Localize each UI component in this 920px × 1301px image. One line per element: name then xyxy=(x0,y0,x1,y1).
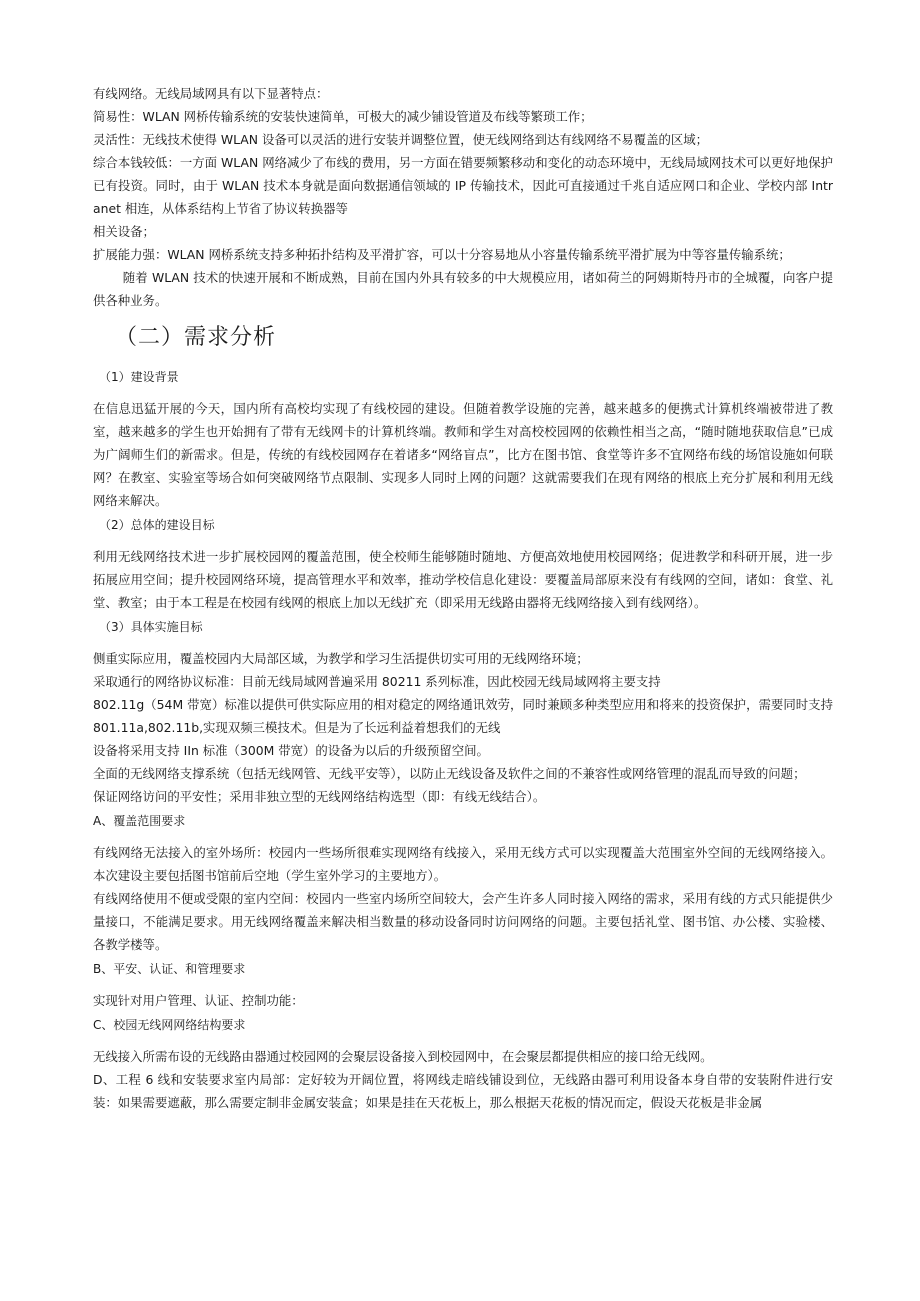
paragraph: 有线网络使用不便或受限的室内空间：校园内一些室内场所空间较大，会产生许多人同时接入网络的需求，采用有线的方式只能提供少量接口，不能满足要求。用无线网络覆盖来解决相当数量的移动设备同时访问网络的问题。主要包括礼堂、图书馆、办公楼、实验楼、各教学楼等。 xyxy=(93,891,833,952)
item-title: B、平安、认证、和管理要求 xyxy=(93,962,246,976)
subsection-title: （3）具体实施目标 xyxy=(99,620,203,634)
paragraph: 无线接入所需布设的无线路由器通过校园网的会聚层设备接入到校园网中，在会聚层都提供相应的接口给无线网。 xyxy=(93,1049,713,1064)
paragraph-line: 全面的无线网络支撑系统（包括无线网管、无线平安等），以防止无线设备及软件之间的不兼容性或网络管理的混乱而导致的问题； xyxy=(93,766,806,781)
intro-line: 扩展能力强：WLAN 网桥系统支持多种拓扑结构及平滑扩容，可以十分容易地从小容量传输系统平滑扩展为中等容量传输系统； xyxy=(93,247,791,262)
item-title: A、覆盖范围要求 xyxy=(93,814,186,828)
item-title: C、校园无线网网络结构要求 xyxy=(93,1018,246,1032)
paragraph-line: 侧重实际应用，覆盖校园内大局部区域，为教学和学习生活提供切实可用的无线网络环境； xyxy=(93,651,589,666)
paragraph: 在信息迅猛开展的今天，国内所有高校均实现了有线校园的建设。但随着教学设施的完善，越来越多的便携式计算机终端被带进了教室，越来越多的学生也开始拥有了带有无线网卡的计算机终端。教师和学生对高校校园网的依赖性相当之高，“随时随地获取信息”已成为广阔师生们的新需求。但是，传统的有线校园网存在着诸多“网络盲点”，比方在图书馆、食堂等许多不宜网络布线的场馆设施如何联网？在教室、实验室等场合如何突破网络节点限制、实现多人同时上网的问题？这就需要我们在现有网络的根底上充分扩展和利用无线网络来解决。 xyxy=(93,401,833,508)
paragraph-line: 保证网络访问的平安性；采用非独立型的无线网络结构选型（即：有线无线结合）。 xyxy=(93,789,546,804)
intro-line: 相关设备； xyxy=(93,224,155,239)
intro-line: 综合本钱较低：一方面 WLAN 网络减少了布线的费用，另一方面在错要频繁移动和变化的动态环境中，无线局域网技术可以更好地保护已有投资。同时，由于 WLAN 技术本身就是面向数据通信领域的 IP 传输技术，因此可直接通过千兆自适应网口和企业、学校内部 Intranet 相连，从体系结构上节省了协议转换器等 xyxy=(93,155,833,216)
paragraph: D、工程 6 线和安装要求室内局部：定好较为开阔位置，将网线走暗线铺设到位，无线路由器可利用设备本身自带的安装附件进行安装：如果需要遮蔽，那么需要定制非金属安装盒；如果是挂在天花板上，那么根据天花板的情况而定，假设天花板是非金属 xyxy=(93,1072,833,1110)
intro-line: 灵活性：无线技术使得 WLAN 设备可以灵活的进行安装并调整位置，使无线网络到达有线网络不易覆盖的区域； xyxy=(93,132,709,147)
subsection-title: （2）总体的建设目标 xyxy=(99,518,215,532)
paragraph: 利用无线网络技术进一步扩展校园网的覆盖范围，使全校师生能够随时随地、方便高效地使用校园网络；促进教学和科研开展，进一步拓展应用空间；提升校园网络环境，提高管理水平和效率，推动学校信息化建设：要覆盖局部原来没有有线网的空间，诸如：食堂、礼堂、教室；由于本工程是在校园有线网的根底上加以无线扩充（即采用无线路由器将无线网络接入到有线网络）。 xyxy=(93,549,833,610)
paragraph-line: 设备将采用支持 IIn 标准（300M 带宽）的设备为以后的升级预留空间。 xyxy=(93,743,489,758)
intro-line: 简易性：WLAN 网桥传输系统的安装快速简单，可极大的减少铺设管道及布线等繁琐工作； xyxy=(93,109,593,124)
document-page xyxy=(93,82,833,1114)
paragraph-line: 802.11g（54M 带宽）标准以提供可供实际应用的相对稳定的网络通讯效劳，同时兼顾多种类型应用和将来的投资保护，需要同时支持 801.11a,802.11b,实现双频三模技术。但是为了长远利益着想我们的无线 xyxy=(93,697,833,735)
subsection-title: （1）建设背景 xyxy=(99,370,179,384)
intro-line: 有线网络。无线局域网具有以下显著特点： xyxy=(93,86,329,101)
section-title: （二）需求分析 xyxy=(115,325,277,350)
paragraph: 有线网络无法接入的室外场所：校园内一些场所很难实现网络有线接入，采用无线方式可以实现覆盖大范围室外空间的无线网络接入。本次建设主要包括图书馆前后空地（学生室外学习的主要地方）。 xyxy=(93,845,833,883)
paragraph: 实现针对用户管理、认证、控制功能： xyxy=(93,993,304,1008)
intro-indented-paragraph: 随着 WLAN 技术的快速开展和不断成熟，目前在国内外具有较多的中大规模应用，诸如荷兰的阿姆斯特丹市的全城覆，向客户提供各种业务。 xyxy=(93,270,833,308)
paragraph-line: 采取通行的网络协议标准：目前无线局域网普遍采用 80211 系列标准，因此校园无线局域网将主要支持 xyxy=(93,674,661,689)
